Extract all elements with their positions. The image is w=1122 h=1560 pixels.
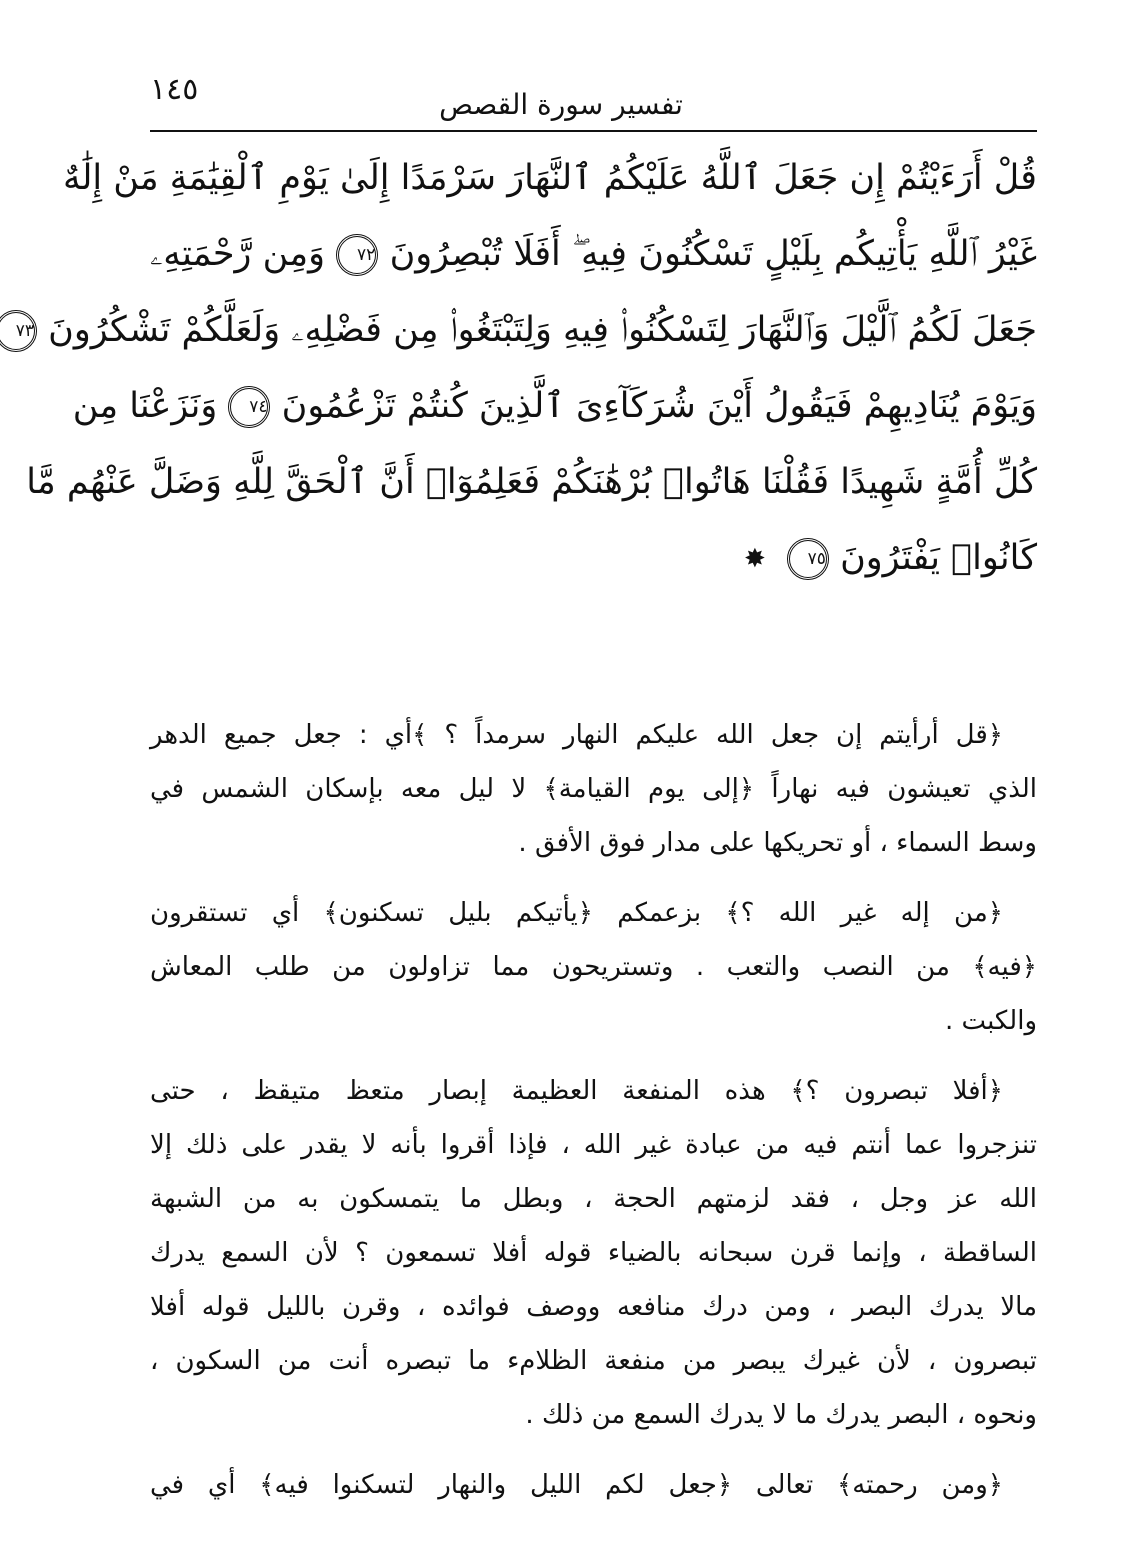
- running-title: تفسير سورة القصص: [439, 88, 683, 121]
- commentary-paragraph: [150, 1458, 1037, 1512]
- ayah-number-marker: ٧٥: [787, 538, 829, 580]
- commentary-line: تنزجروا عما أنتم فيه من عبادة غير الله ، فإذا أقروا بأنه لا يقدر على ذلك إلا: [150, 1130, 1037, 1160]
- commentary-line: تبصرون ، لأن غيرك يبصر من منفعة الظلامء ما تبصره أنت من السكون ،: [150, 1346, 1037, 1376]
- commentary-line: الله عز وجل ، فقد لزمتهم الحجة ، وبطل ما يتمسكون به من الشبهة: [150, 1184, 1037, 1214]
- commentary-line: ﴿ومن رحمته﴾ تعالى ﴿جعل لكم الليل والنهار لتسكنوا فيه﴾ أي في: [150, 1470, 1003, 1500]
- quran-text: قُلْ أَرَءَيْتُمْ إِن جَعَلَ ٱللَّهُ عَلَيْكُمُ ٱلنَّهَارَ سَرْمَدًا إِلَىٰ يَوْمِ ٱلْقِيَٰمَةِ مَنْ إِلَٰهٌ: [62, 158, 1037, 198]
- quran-text: وَمِن رَّحْمَتِهِۦ: [150, 234, 325, 274]
- commentary-paragraph: [150, 1064, 1037, 1442]
- quran-text: جَعَلَ لَكُمُ ٱلَّيْلَ وَٱلنَّهَارَ لِتَسْكُنُوا۟ فِيهِ وَلِتَبْتَغُوا۟ مِن فَضْلِهِۦ وَلَعَلَّكُمْ تَشْكُرُونَ: [48, 310, 1037, 350]
- commentary-line: ﴿من إله غير الله ؟﴾ بزعمكم ﴿يأتيكم بليل تسكنون﴾ أي تستقرون: [150, 898, 1003, 928]
- commentary-line: والكبت .: [945, 1006, 1037, 1036]
- quran-text: وَيَوْمَ يُنَادِيهِمْ فَيَقُولُ أَيْنَ شُرَكَآءِىَ ٱلَّذِينَ كُنتُمْ تَزْعُمُونَ: [281, 386, 1037, 426]
- quran-line: [72, 368, 1037, 444]
- ayah-number-marker: ٧٢: [336, 234, 378, 276]
- header-rule: [150, 130, 1037, 132]
- commentary-paragraph: [150, 708, 1037, 870]
- ayah-number-marker: ٧٤: [228, 386, 270, 428]
- commentary-line: ﴿أفلا تبصرون ؟﴾ هذه المنفعة العظيمة إبصار متعظ متيقظ ، حتى: [150, 1076, 1003, 1106]
- quran-line: [26, 444, 1037, 520]
- commentary-paragraph: [150, 886, 1037, 1048]
- commentary-line: وسط السماء ، أو تحريكها على مدار فوق الأفق .: [518, 828, 1037, 858]
- commentary-line: ﴿فيه﴾ من النصب والتعب . وتستريحون مما تزاولون من طلب المعاش: [150, 952, 1037, 982]
- commentary-line: الساقطة ، وإنما قرن سبحانه بالضياء قوله أفلا تسمعون ؟ لأن السمع يدرك: [150, 1238, 1037, 1268]
- commentary-line: ﴿قل أرأيتم إن جعل الله عليكم النهار سرمداً ؟ ﴾أي : جعل جميع الدهر: [150, 720, 1003, 750]
- end-ornament-icon: ✸: [743, 544, 766, 574]
- quran-line: [150, 216, 1037, 292]
- quran-text: كُلِّ أُمَّةٍ شَهِيدًا فَقُلْنَا هَاتُوا۟ بُرْهَٰنَكُمْ فَعَلِمُوٓا۟ أَنَّ ٱلْحَقَّ لِلَّهِ وَضَلَّ عَنْهُم مَّا: [26, 462, 1037, 502]
- quran-text: كَانُوا۟ يَفْتَرُونَ: [840, 538, 1037, 578]
- commentary: [150, 708, 1037, 1528]
- page-number: ١٤٥: [150, 72, 199, 107]
- ayah-number-marker: ٧٣: [0, 310, 37, 352]
- commentary-line: الذي تعيشون فيه نهاراً ﴿إلى يوم القيامة﴾ لا ليل معه بإسكان الشمس في: [150, 774, 1037, 804]
- quran-text: غَيْرُ ٱللَّهِ يَأْتِيكُم بِلَيْلٍ تَسْكُنُونَ فِيهِ ۖ أَفَلَا تُبْصِرُونَ: [389, 234, 1037, 274]
- quran-text: وَنَزَعْنَا مِن: [72, 386, 218, 426]
- commentary-line: ونحوه ، البصر يدرك ما لا يدرك السمع من ذلك .: [525, 1400, 1037, 1430]
- quran-block: [15, 140, 1037, 596]
- quran-line: [15, 292, 1037, 368]
- quran-line: [150, 520, 1037, 596]
- commentary-line: مالا يدرك البصر ، ومن درك منافعه ووصف فوائده ، وقرن بالليل قوله أفلا: [150, 1292, 1037, 1322]
- quran-line: [62, 140, 1037, 216]
